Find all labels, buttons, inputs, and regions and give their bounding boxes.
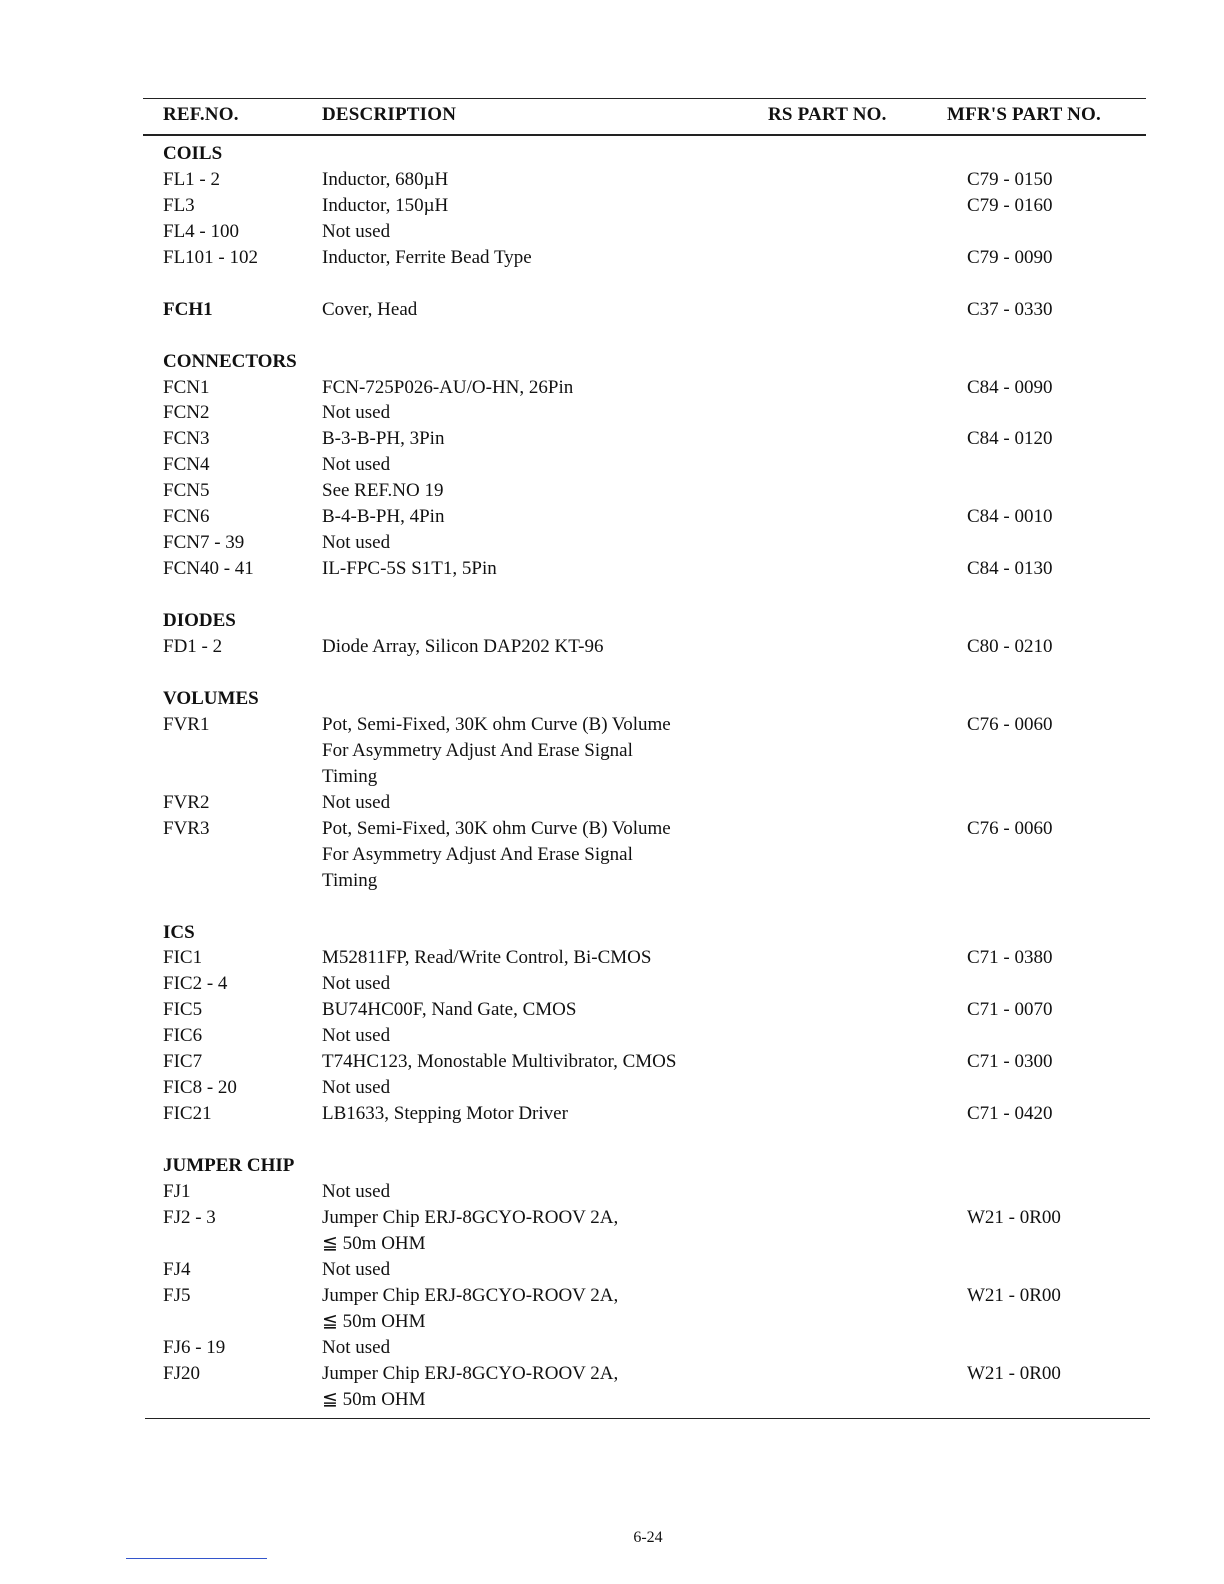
page-number: 6-24 — [633, 1529, 663, 1546]
description-cell: IL-FPC-5S S1T1, 5Pin — [322, 558, 497, 579]
ref-cell: FVR3 — [163, 818, 210, 839]
ref-cell: FCN2 — [163, 402, 210, 423]
description-cell: Not used — [322, 454, 391, 475]
mfr-part-cell: C71 - 0300 — [967, 1051, 1053, 1072]
description-cell: BU74HC00F, Nand Gate, CMOS — [322, 999, 577, 1020]
description-cell: Inductor, 680µH — [322, 169, 449, 190]
ref-cell: FIC5 — [163, 999, 203, 1020]
ref-cell: FCH1 — [163, 299, 213, 320]
ref-cell: FCN3 — [163, 428, 210, 449]
ref-cell: FIC7 — [163, 1051, 203, 1072]
header-rs-part-no: RS PART NO. — [768, 104, 887, 125]
description-cell: Jumper Chip ERJ-8GCYO-ROOV 2A, — [322, 1207, 619, 1228]
ref-cell: FVR1 — [163, 714, 210, 735]
description-cell: Not used — [322, 402, 391, 423]
description-cell: Cover, Head — [322, 299, 418, 320]
description-cell: ≦ 50m OHM — [322, 1389, 426, 1410]
description-cell: Not used — [322, 1259, 391, 1280]
ref-cell: ICS — [163, 922, 195, 943]
description-cell: For Asymmetry Adjust And Erase Signal — [322, 844, 633, 865]
ref-cell: VOLUMES — [163, 688, 259, 709]
ref-cell: FD1 - 2 — [163, 636, 223, 657]
description-cell: Diode Array, Silicon DAP202 KT-96 — [322, 636, 604, 657]
ref-cell: FL3 — [163, 195, 195, 216]
description-cell: Not used — [322, 1077, 391, 1098]
mfr-part-cell: W21 - 0R00 — [967, 1363, 1061, 1384]
mfr-part-cell: C84 - 0130 — [967, 558, 1053, 579]
description-cell: Pot, Semi-Fixed, 30K ohm Curve (B) Volume — [322, 714, 671, 735]
mfr-part-cell: W21 - 0R00 — [967, 1207, 1061, 1228]
mfr-part-cell: C79 - 0160 — [967, 195, 1053, 216]
description-cell: Not used — [322, 532, 391, 553]
description-cell: B-4-B-PH, 4Pin — [322, 506, 445, 527]
description-cell: Not used — [322, 973, 391, 994]
ref-cell: FCN4 — [163, 454, 210, 475]
mfr-part-cell: C84 - 0120 — [967, 428, 1053, 449]
description-cell: See REF.NO 19 — [322, 480, 444, 501]
ref-cell: FIC1 — [163, 947, 203, 968]
description-cell: T74HC123, Monostable Multivibrator, CMOS — [322, 1051, 677, 1072]
ref-cell: FIC8 - 20 — [163, 1077, 237, 1098]
description-cell: Timing — [322, 766, 378, 787]
footer-line — [126, 1558, 267, 1559]
ref-cell: JUMPER CHIP — [163, 1155, 295, 1176]
ref-cell: COILS — [163, 143, 223, 164]
description-cell: Not used — [322, 1337, 391, 1358]
description-cell: Inductor, Ferrite Bead Type — [322, 247, 532, 268]
mfr-part-cell: C80 - 0210 — [967, 636, 1053, 657]
description-cell: Jumper Chip ERJ-8GCYO-ROOV 2A, — [322, 1285, 619, 1306]
description-cell: ≦ 50m OHM — [322, 1311, 426, 1332]
description-cell: Jumper Chip ERJ-8GCYO-ROOV 2A, — [322, 1363, 619, 1384]
ref-cell: FJ5 — [163, 1285, 191, 1306]
description-cell: Not used — [322, 792, 391, 813]
ref-cell: FCN40 - 41 — [163, 558, 254, 579]
ref-cell: FIC2 - 4 — [163, 973, 228, 994]
ref-cell: FJ4 — [163, 1259, 191, 1280]
mfr-part-cell: W21 - 0R00 — [967, 1285, 1061, 1306]
description-cell: ≦ 50m OHM — [322, 1233, 426, 1254]
description-cell: LB1633, Stepping Motor Driver — [322, 1103, 568, 1124]
description-cell: Not used — [322, 221, 391, 242]
ref-cell: FVR2 — [163, 792, 210, 813]
mfr-part-cell: C76 - 0060 — [967, 714, 1053, 735]
header-mfr-part-no: MFR'S PART NO. — [947, 104, 1101, 125]
ref-cell: FL1 - 2 — [163, 169, 220, 190]
ref-cell: FIC21 — [163, 1103, 212, 1124]
mfr-part-cell: C71 - 0420 — [967, 1103, 1053, 1124]
description-cell: B-3-B-PH, 3Pin — [322, 428, 445, 449]
ref-cell: FL4 - 100 — [163, 221, 239, 242]
ref-cell: FL101 - 102 — [163, 247, 258, 268]
description-cell: Not used — [322, 1181, 391, 1202]
description-cell: For Asymmetry Adjust And Erase Signal — [322, 740, 633, 761]
mfr-part-cell: C76 - 0060 — [967, 818, 1053, 839]
bottom-rule — [145, 1418, 1150, 1419]
ref-cell: FJ2 - 3 — [163, 1207, 216, 1228]
mfr-part-cell: C79 - 0090 — [967, 247, 1053, 268]
mfr-part-cell: C84 - 0090 — [967, 377, 1053, 398]
ref-cell: FCN1 — [163, 377, 210, 398]
header-ref-no: REF.NO. — [163, 104, 239, 125]
ref-cell: FJ6 - 19 — [163, 1337, 226, 1358]
mfr-part-cell: C84 - 0010 — [967, 506, 1053, 527]
mfr-part-cell: C79 - 0150 — [967, 169, 1053, 190]
description-cell: Pot, Semi-Fixed, 30K ohm Curve (B) Volume — [322, 818, 671, 839]
ref-cell: FCN7 - 39 — [163, 532, 245, 553]
header-description: DESCRIPTION — [322, 104, 457, 125]
ref-cell: FCN5 — [163, 480, 210, 501]
description-cell: M52811FP, Read/Write Control, Bi-CMOS — [322, 947, 652, 968]
description-cell: Not used — [322, 1025, 391, 1046]
description-cell: Inductor, 150µH — [322, 195, 449, 216]
mfr-part-cell: C71 - 0070 — [967, 999, 1053, 1020]
ref-cell: FJ1 — [163, 1181, 191, 1202]
description-cell: FCN-725P026-AU/O-HN, 26Pin — [322, 377, 574, 398]
ref-cell: FJ20 — [163, 1363, 200, 1384]
mfr-part-cell: C37 - 0330 — [967, 299, 1053, 320]
ref-cell: FCN6 — [163, 506, 210, 527]
ref-cell: DIODES — [163, 610, 236, 631]
description-cell: Timing — [322, 870, 378, 891]
mfr-part-cell: C71 - 0380 — [967, 947, 1053, 968]
ref-cell: FIC6 — [163, 1025, 203, 1046]
ref-cell: CONNECTORS — [163, 351, 297, 372]
